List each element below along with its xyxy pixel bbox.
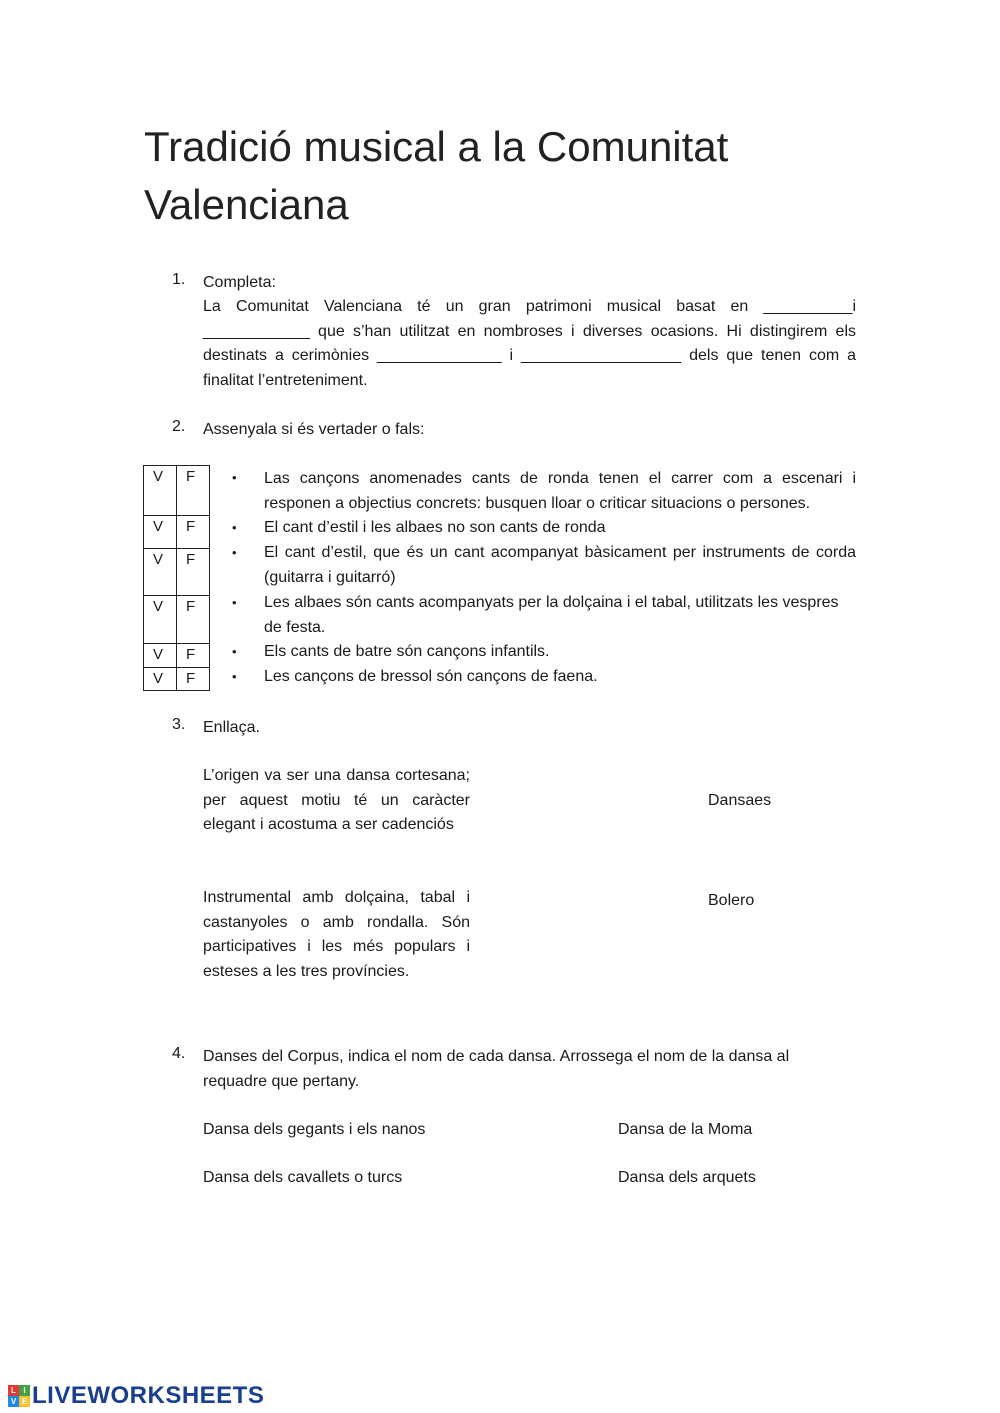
question-4-heading: Danses del Corpus, indica el nom de cada dansa. Arrossega el nom de la dansa al requadre que pertany. [203, 1048, 790, 1090]
statement-item: El cant d’estil, que és un cant acompanyat bàsicament per instruments de corda (guitarra i guitarró) [264, 544, 856, 586]
statement-item: Las cançons anomenades cants de ronda tenen el carrer com a escenari i responen a objectius concrets: busquen lloar o criticar situacions o persones. [264, 470, 856, 512]
logo-letter: I [19, 1385, 30, 1396]
dance-name[interactable]: Dansa dels cavallets o turcs [203, 1169, 403, 1186]
true-false-table [143, 465, 210, 691]
question-1-text: La Comunitat Valenciana té un gran patrimoni musical basat en __________i ____________ que s’han utilitzat en nombroses i diverses ocasions. Hi distingirem els destinats a cerimònies ______________ i __________________ dels que tenen com a finalitat l’entreteniment. [203, 298, 856, 389]
bullet-icon: • [232, 470, 237, 485]
false-option[interactable]: F [177, 516, 210, 549]
question-3-heading: Enllaça. [203, 719, 260, 736]
match-description: L’origen va ser una dansa cortesana; per aquest motiu té un caràcter elegant i acostuma a ser cadenciós [203, 767, 470, 833]
statement-item: Les albaes són cants acompanyats per la dolçaina i el tabal, utilitzats les vespres de festa. [264, 594, 839, 636]
logo-mark-icon [8, 1385, 30, 1407]
logo-letter: L [8, 1385, 19, 1396]
false-option[interactable]: F [177, 549, 210, 596]
match-option[interactable]: Bolero [708, 892, 755, 909]
bullet-icon: • [232, 545, 237, 560]
false-option[interactable]: F [177, 668, 210, 691]
liveworksheets-logo[interactable] [8, 1382, 264, 1410]
statement-item: El cant d’estil i les albaes no son cants de ronda [264, 519, 606, 536]
brand-name: LIVEWORKSHEETS [32, 1382, 265, 1409]
question-3-number: 3. [172, 716, 186, 733]
dance-name[interactable]: Dansa de la Moma [618, 1121, 753, 1138]
question-1-heading: Completa: [203, 274, 276, 291]
question-1-number: 1. [172, 271, 186, 288]
dance-name[interactable]: Dansa dels arquets [618, 1169, 756, 1186]
bullet-icon: • [232, 644, 237, 659]
true-option[interactable]: V [144, 516, 177, 549]
bullet-icon: • [232, 595, 237, 610]
bullet-icon: • [232, 669, 237, 684]
page-title: Tradició musical a la Comunitat Valenciana [144, 123, 729, 228]
true-option[interactable]: V [144, 596, 177, 644]
false-option[interactable]: F [177, 596, 210, 644]
question-2-heading: Assenyala si és vertader o fals: [203, 421, 425, 438]
statement-item: Les cançons de bressol són cançons de faena. [264, 668, 598, 685]
bullet-icon: • [232, 520, 237, 535]
true-option[interactable]: V [144, 549, 177, 596]
match-description: Instrumental amb dolçaina, tabal i castanyoles o amb rondalla. Són participatives i les més populars i esteses a les tres províncies. [203, 889, 470, 980]
question-4-number: 4. [172, 1045, 186, 1062]
logo-letter: V [8, 1396, 19, 1407]
false-option[interactable]: F [177, 466, 210, 516]
dance-name[interactable]: Dansa dels gegants i els nanos [203, 1121, 426, 1138]
statement-item: Els cants de batre són cançons infantils. [264, 643, 550, 660]
match-option[interactable]: Dansaes [708, 792, 772, 809]
false-option[interactable]: F [177, 644, 210, 668]
true-option[interactable]: V [144, 668, 177, 691]
question-2-number: 2. [172, 418, 186, 435]
true-option[interactable]: V [144, 644, 177, 668]
true-option[interactable]: V [144, 466, 177, 516]
logo-letter: E [19, 1396, 30, 1407]
